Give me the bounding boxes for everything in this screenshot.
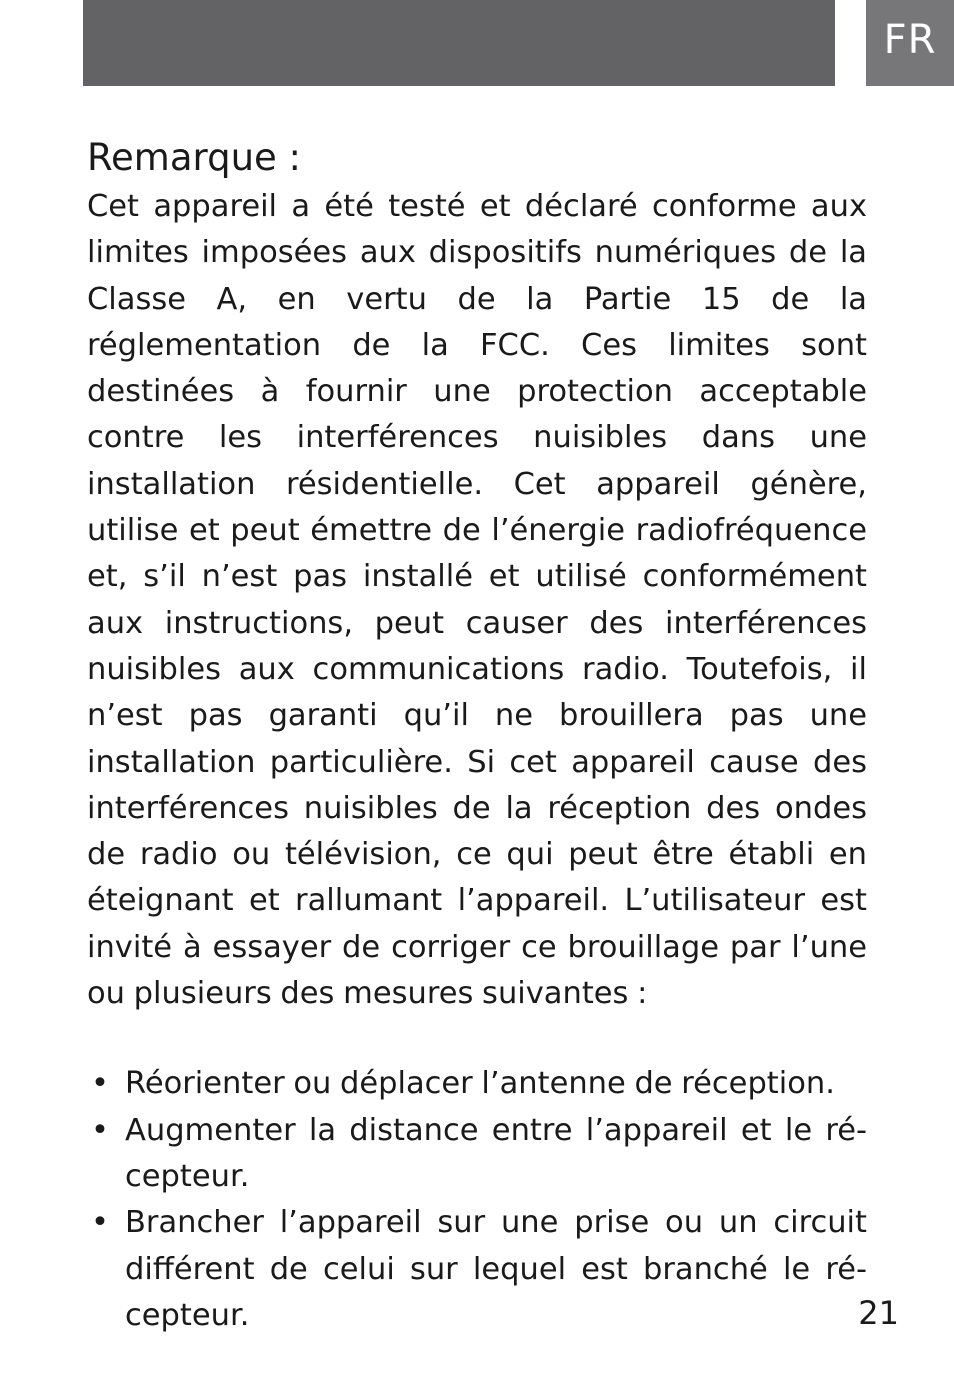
section-title: Remarque : — [87, 136, 302, 179]
bullet-icon: • — [91, 1205, 109, 1241]
header-bar — [83, 0, 835, 86]
list-item-text: Augmenter la distance entre l’appareil et le récepteur. — [125, 1112, 867, 1194]
bullet-icon: • — [91, 1066, 109, 1102]
list-item-text: Réorienter ou déplacer l’antenne de réception. — [125, 1066, 835, 1102]
list-item — [87, 1108, 867, 1201]
list-item — [87, 1200, 867, 1339]
language-tab: FR — [866, 0, 954, 86]
list-item-text: Brancher l’appareil sur une prise ou un circuit différent de celui sur lequel est branché le récepteur. — [125, 1205, 867, 1333]
page-number: 21 — [858, 1294, 899, 1332]
bullet-icon: • — [91, 1112, 109, 1148]
list-item — [87, 1061, 867, 1107]
measures-list — [87, 1061, 867, 1339]
page-content — [87, 132, 867, 1339]
notice-paragraph: Cet appareil a été testé et déclaré conforme aux limites imposées aux dispositifs numériques de la Classe A, en vertu de la Partie 15 de la réglementation de la FCC. Ces limites sont destinées à fournir une protection acceptable contre les interférences nuisibles dans une installation résidentielle. Cet appareil génère, utilise et peut émettre de l’énergie radiofréquence et, s’il n’est pas installé et utilisé conformément aux instructions, peut causer des interférences nuisibles aux communications radio. Toutefois, il n’est pas garanti qu’il ne brouillera pas une installation particulière. Si cet appareil cause des interférences nuisibles de la réception des ondes de radio ou télévision, ce qui peut être établi en éteignant et rallumant l’appareil. L’utilisateur est invité à essayer de corriger ce brouillage par l’une ou plusieurs des mesures suivantes : — [87, 189, 867, 1012]
